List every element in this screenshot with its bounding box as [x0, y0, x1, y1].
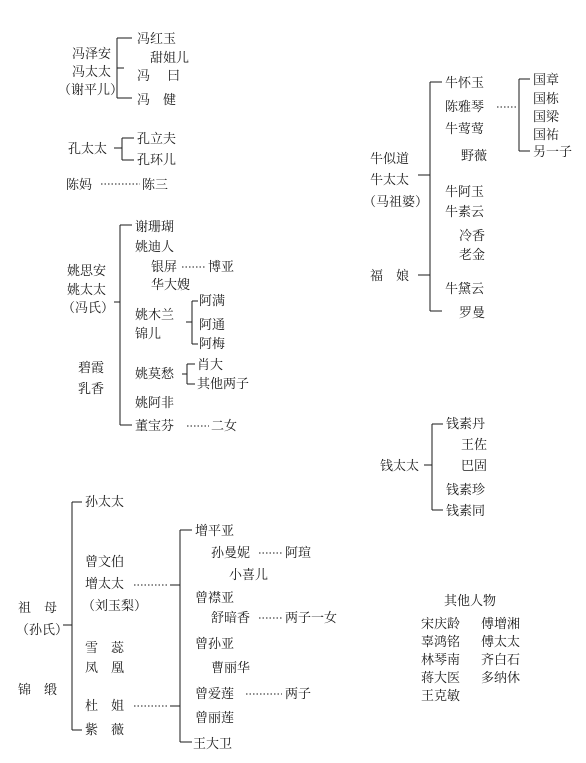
feng-mother-note: （谢平儿） [58, 83, 124, 98]
niu-guoyou: 国祐 [533, 128, 560, 143]
niu-ayu: 牛阿玉 [445, 185, 485, 200]
yao-child-mochou: 姚莫愁 [135, 367, 175, 382]
other-1: 宋庆龄 [421, 617, 461, 632]
yao-boya: 博亚 [208, 260, 235, 275]
feng-family [58, 32, 189, 108]
zeng-shu-anxiang: 舒暗香 [211, 611, 251, 626]
yao-child-shanhu: 谢珊瑚 [135, 220, 175, 235]
feng-child-3: 冯 曰 [137, 69, 181, 84]
yao-mother-note: （冯氏） [62, 301, 115, 316]
zeng-ailian: 曾爱莲 [195, 687, 235, 702]
feng-child-2: 甜姐儿 [150, 51, 190, 66]
zeng-xiaoxier: 小喜儿 [229, 568, 269, 583]
qian-bagu: 巴固 [461, 459, 488, 474]
yao-huadasao: 华大嫂 [151, 278, 191, 293]
qian-mother: 钱太太 [380, 459, 420, 474]
yao-father: 姚思安 [67, 264, 107, 279]
yao-jiner: 锦儿 [135, 327, 162, 342]
yao-child-baofen: 董宝芬 [135, 419, 175, 434]
niu-another-son: 另一子 [533, 145, 573, 160]
qian-sutong: 钱素同 [446, 504, 486, 519]
feng-mother: 冯太太 [72, 65, 112, 80]
niu-mother: 牛太太 [370, 173, 410, 188]
other-8: 多纳休 [481, 671, 521, 686]
zeng-pingya: 增平亚 [195, 524, 235, 539]
yao-servant-1: 碧霞 [78, 361, 105, 376]
zeng-grandmother: 祖 母 [18, 601, 58, 616]
niu-daiyun: 牛黛云 [445, 282, 485, 297]
zeng-sun-taitai: 孙太太 [85, 495, 125, 510]
niu-family [363, 72, 572, 321]
niu-luoman: 罗曼 [459, 306, 486, 321]
zeng-ziwei: 紫 薇 [85, 723, 125, 738]
zeng-wenbo: 曾文伯 [85, 555, 125, 570]
zeng-fenghuang: 凤 凰 [85, 661, 125, 676]
zeng-family [16, 494, 337, 752]
other-3: 辜鸿铭 [421, 635, 461, 650]
zeng-two-sons-one-daughter: 两子一女 [285, 611, 338, 626]
zeng-xuerui: 雪 蕊 [85, 641, 125, 656]
qian-suzhen: 钱素珍 [446, 483, 486, 498]
yao-mother: 姚太太 [67, 283, 107, 298]
niu-guoliang: 国梁 [533, 110, 560, 125]
qian-wangzuo: 王佐 [461, 438, 488, 453]
yao-child-diren: 姚迪人 [135, 240, 175, 255]
zeng-sunya: 曾孙亚 [195, 637, 235, 652]
other-7: 蒋大医 [421, 671, 461, 686]
other-6: 齐白石 [481, 653, 521, 668]
other-9: 王克敏 [421, 689, 461, 704]
feng-child-1: 冯红玉 [137, 32, 177, 47]
zeng-two-sons: 两子 [285, 687, 312, 702]
zeng-mother: 增太太 [85, 577, 125, 592]
yao-other-two-sons: 其他两子 [197, 377, 250, 392]
niu-yewei: 野薇 [461, 149, 488, 164]
zeng-xiangya: 曾襟亚 [195, 591, 235, 606]
other-characters [421, 593, 520, 704]
yao-yinping: 银屏 [151, 260, 178, 275]
niu-guodong: 国栋 [533, 92, 560, 107]
niu-suyun: 牛素云 [445, 205, 485, 220]
zeng-cao-lihua: 曹丽华 [211, 661, 251, 676]
yao-two-daughters: 二女 [211, 419, 238, 434]
chen-family [66, 178, 168, 193]
niu-mother-note: （马祖婆） [363, 195, 429, 210]
niu-yingying: 牛莺莺 [445, 122, 485, 137]
yao-xiaoda: 肖大 [197, 358, 224, 373]
niu-guozhang: 国章 [533, 73, 560, 88]
yao-aman: 阿满 [199, 294, 226, 309]
niu-chenyaqin: 陈雅琴 [445, 100, 485, 115]
yao-atong: 阿通 [199, 318, 226, 333]
other-5: 林琴南 [421, 653, 461, 668]
other-2: 傅增湘 [481, 617, 521, 632]
yao-child-mulan: 姚木兰 [135, 308, 175, 323]
niu-fuliang: 福 娘 [370, 269, 410, 284]
feng-child-4: 冯 健 [137, 93, 177, 108]
zeng-lilian: 曾丽莲 [195, 711, 235, 726]
other-4: 傅太太 [481, 635, 521, 650]
qian-family [380, 416, 487, 519]
yao-child-afei: 姚阿非 [135, 396, 175, 411]
yao-family [62, 219, 249, 434]
niu-lengxiang: 冷香 [459, 229, 486, 244]
qian-sudan: 钱素丹 [446, 417, 486, 432]
zeng-dujie: 杜 姐 [85, 699, 125, 714]
zeng-axuan: 阿瑄 [285, 546, 312, 561]
niu-father: 牛似道 [370, 152, 410, 167]
niu-huaiyu: 牛怀玉 [445, 76, 485, 91]
kong-mother: 孔太太 [68, 142, 108, 157]
zeng-mother-note: （刘玉梨） [82, 599, 148, 614]
kong-child-2: 孔环儿 [137, 153, 177, 168]
yao-servant-2: 乳香 [78, 382, 105, 397]
zeng-sun-manni: 孙曼妮 [211, 546, 251, 561]
kong-family [68, 131, 176, 168]
zeng-jinduan: 锦 缎 [18, 683, 58, 698]
chen-san: 陈三 [142, 178, 169, 193]
niu-laojin: 老金 [459, 248, 486, 263]
kong-child-1: 孔立夫 [137, 132, 177, 147]
yao-amei: 阿梅 [199, 337, 226, 352]
chen-ma: 陈妈 [66, 178, 93, 193]
zeng-grandmother-note: （孙氏） [16, 623, 69, 638]
feng-father: 冯泽安 [72, 47, 112, 62]
zeng-wang-dawei: 王大卫 [193, 737, 233, 752]
others-title: 其他人物 [444, 594, 497, 609]
